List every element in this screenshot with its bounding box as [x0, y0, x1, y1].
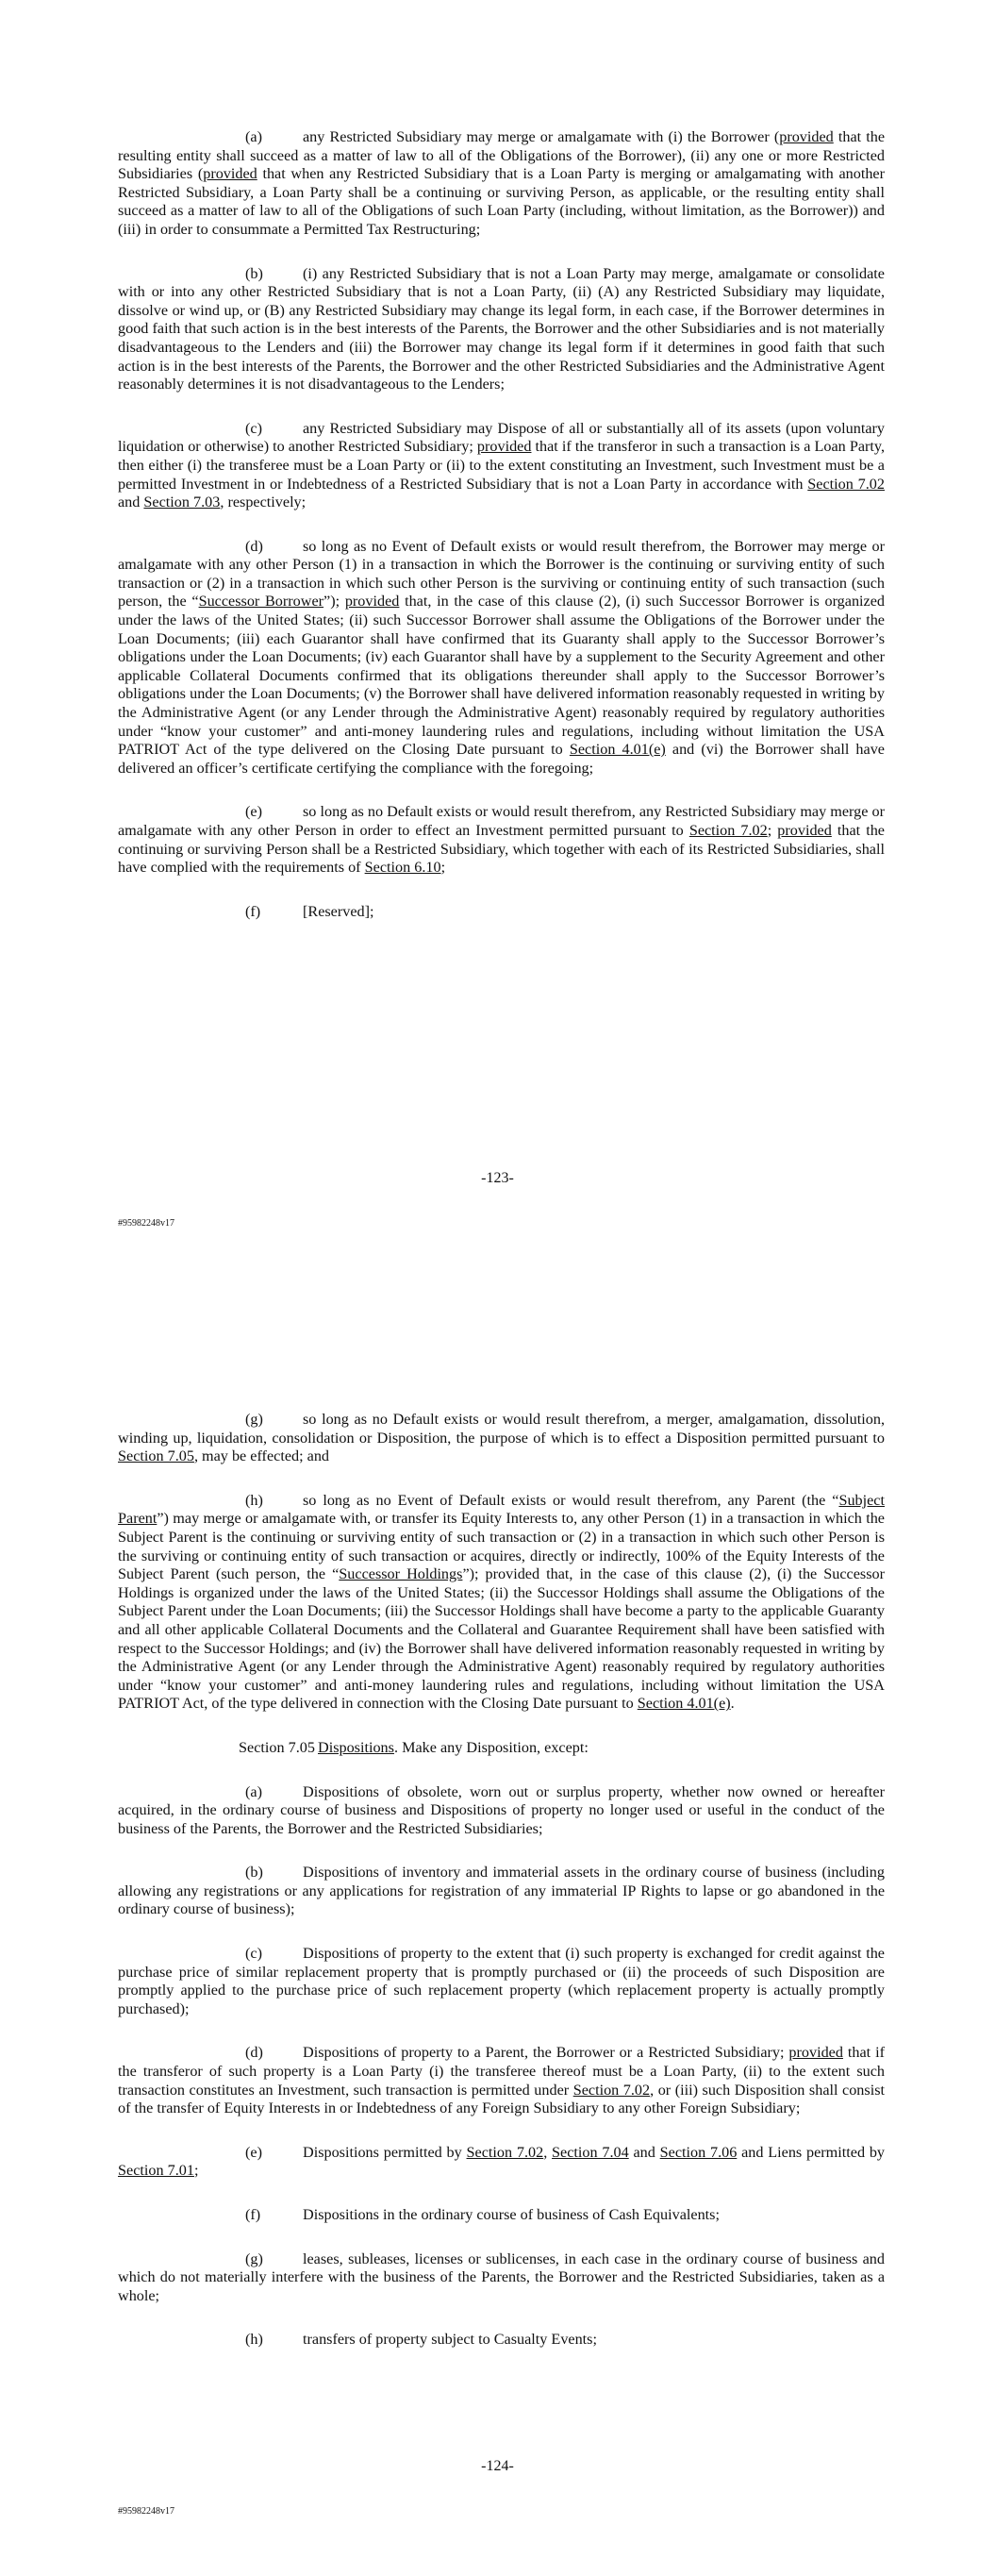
- clause-text: that, in the case of this clause (2), (i) such Successor Borrower is organized under the laws of the United States; (ii) such Successor Borrower shall assume the Obligations of the Borrower under the Loan Documents; (iii) each Guarantor shall have confirmed that its Guaranty shall apply to the Successor Borrower’s obligations under the Loan Documents; (iv) each Guarantor shall have by a supplement to the Security Agreement and other applicable Collateral Documents confirmed that its obligations thereunder shall apply to the Successor Borrower’s obligations under the Loan Documents; (v) the Borrower shall have delivered information reasonably requested in writing by the Administrative Agent (or any Lender through the Administrative Agent) reasonably required by regulatory authorities under “know your customer” and anti-money laundering rules and regulations, including without limitation the USA PATRIOT Act of the type delivered on the Closing Date pursuant to: [118, 593, 885, 759]
- defined-term-reference: Section 7.06: [659, 2143, 738, 2161]
- clause-f: [118, 2206, 885, 2225]
- clause-label: (h): [245, 1491, 263, 1509]
- clause-label: (c): [245, 1945, 262, 1963]
- clause-f: [118, 903, 885, 922]
- clause-text: and Liens permitted by: [737, 2143, 886, 2161]
- clause-text: ”); provided that, in the case of this clause (2), (i) the Successor Holdings is organized under the laws of the United States; (ii) the Successor Holdings shall assume the Obligations of the Subject Parent under the Loan Documents; (iii) the Successor Holdings shall have become a party to the applicable Guaranty and all other applicable Collateral Documents and the Collateral and Guarantee Requirement shall have been satisfied with respect to the Successor Holdings; and (iv) the Borrower shall have delivered information reasonably requested in writing by the Administrative Agent (or any Lender through the Administrative Agent) reasonably required by regulatory authorities under “know your customer” and anti-money laundering rules and regulations, including without limitation the USA PATRIOT Act, of the type delivered in connection with the Closing Date pursuant to: [118, 1565, 886, 1713]
- clause-b: [118, 1864, 885, 1919]
- defined-term-reference: Subject Parent: [118, 1491, 885, 1528]
- clause-text: and: [118, 493, 144, 511]
- clause-label: (e): [245, 803, 262, 821]
- defined-term-reference: Section 7.02: [807, 475, 885, 493]
- defined-term-reference: Successor Holdings: [339, 1565, 463, 1583]
- clause-e: [118, 803, 885, 877]
- section-tail: . Make any Disposition, except:: [393, 1738, 589, 1756]
- defined-term-reference: Section 7.04: [552, 2143, 629, 2161]
- clause-b: [118, 265, 885, 394]
- clause-text: [Reserved];: [303, 902, 374, 920]
- defined-term-reference: provided: [779, 128, 834, 145]
- clause-text: Dispositions of obsolete, worn out or surplus property, whether now owned or hereafter acquired, in the ordinary course of business and Dispositions of property no longer used or useful in the conduct of the business of the Parents, the Borrower and the Restricted Subsidiaries;: [118, 1782, 885, 1837]
- defined-term-reference: Section 7.01: [118, 2162, 194, 2180]
- defined-term-reference: Section 4.01(e): [569, 741, 666, 759]
- clause-text: , or (iii) such Disposition shall consist of the transfer of Equity Interests in or Indebtedness of any Foreign Subsidiary to any other Foreign Subsidiary;: [118, 2081, 885, 2117]
- clause-text: so long as no Event of Default exists or would result therefrom, any Parent (the “: [303, 1491, 839, 1509]
- clause-c: [118, 420, 885, 512]
- defined-term-reference: provided: [777, 822, 832, 839]
- defined-term-reference: Section 4.01(e): [637, 1695, 731, 1713]
- clause-text: any Restricted Subsidiary may merge or amalgamate with (i) the Borrower (: [303, 128, 780, 145]
- clause-label: (a): [245, 128, 262, 145]
- clause-text: ;: [440, 859, 446, 877]
- clause-label: (e): [245, 2143, 262, 2161]
- clause-text: transfers of property subject to Casualty Events;: [303, 2331, 597, 2349]
- clause-label: (b): [245, 264, 263, 282]
- clause-text: and: [628, 2143, 660, 2161]
- clause-text: .: [730, 1695, 735, 1713]
- clause-text: Dispositions of property to the extent that (i) such property is exchanged for credit against the purchase price of similar replacement property that is promptly purchased or (ii) the proceeds of such Disposition are promptly applied to the purchase price of such replacement property (which replacement property is actually promptly purchased);: [118, 1945, 885, 2017]
- clause-d: [118, 538, 885, 778]
- document-id: #95982248v17: [118, 2506, 174, 2517]
- clause-label: (g): [245, 1411, 263, 1428]
- page-124-body: [118, 1411, 885, 2375]
- clause-text: Dispositions of inventory and immaterial assets in the ordinary course of business (including allowing any registrations or any applications for registration of any immaterial IP Rights to lapse or go abandoned in the ordinary course of business);: [118, 1864, 885, 1918]
- clause-text: , respectively;: [220, 493, 307, 511]
- clause-text: ”);: [323, 593, 345, 611]
- clause-text: ;: [193, 2162, 199, 2180]
- clause-label: (c): [245, 419, 262, 437]
- clause-h: [118, 1492, 885, 1714]
- defined-term-reference: Section 7.02: [688, 822, 768, 839]
- clause-text: leases, subleases, licenses or sublicenses, in each case in the ordinary course of business and which do not materially interfere with the business of the Parents, the Borrower and the Restricted Subsidiaries, taken as a whole;: [118, 2250, 885, 2304]
- clause-text: ;: [767, 822, 778, 839]
- clause-text: any Restricted Subsidiary may Dispose of all or substantially all of its assets (upon voluntary liquidation or otherwise) to another Restricted Subsidiary;: [118, 419, 885, 456]
- clause-e: [118, 2144, 885, 2181]
- clause-label: (b): [245, 1864, 263, 1882]
- clause-h: [118, 2331, 885, 2350]
- clause-a: [118, 128, 885, 240]
- defined-term-reference: provided: [344, 593, 400, 611]
- document-id: #95982248v17: [118, 1218, 174, 1229]
- defined-term-reference: Section 7.02: [466, 2143, 544, 2161]
- page-number: -124-: [481, 2458, 514, 2474]
- defined-term-reference: Section 7.05: [118, 1447, 194, 1465]
- page-124: [0, 1288, 995, 2576]
- defined-term-reference: Successor Borrower: [198, 593, 324, 611]
- clause-d: [118, 2044, 885, 2117]
- clause-text: that when any Restricted Subsidiary that is a Loan Party is merging or amalgamating with another Restricted Subsidiary, a Loan Party shall be a continuing or surviving Person, as applicable, or the resulting entity shall succeed as a matter of law to all of the Obligations of such Loan Party (including, without limitation, as the Borrower)) and (iii) in order to consummate a Permitted Tax Restructuring;: [118, 165, 885, 238]
- clause-text: Dispositions of property to a Parent, the Borrower or a Restricted Subsidiary;: [303, 2044, 789, 2062]
- clause-text: that if the transferor of such property is a Loan Party (i) the transferee thereof must be a Loan Party, (ii) to the extent such transaction constitutes an Investment, such transaction is permitted under: [118, 2044, 885, 2099]
- clause-text: ,: [543, 2143, 553, 2161]
- clause-text: that if the transferor in such a transaction is a Loan Party, then either (i) the transferee must be a Loan Party or (ii) to the extent constituting an Investment, such Investment must be a permitted Investment in or Indebtedness of a Restricted Subsidiary that is not a Loan Party in accordance with: [118, 438, 885, 493]
- section-number: Section 7.05: [239, 1738, 315, 1756]
- defined-term-reference: provided: [203, 165, 257, 183]
- clause-label: (h): [245, 2331, 263, 2349]
- defined-term-reference: Section 7.02: [572, 2081, 651, 2099]
- clause-text: that the continuing or surviving Person shall be a Restricted Subsidiary, which together with each of its Restricted Subsidiaries, shall have complied with the requirements of: [118, 822, 885, 877]
- clause-text: ”) may merge or amalgamate with, or transfer its Equity Interests to, any other Person (1) in a transaction in which the Subject Parent is the continuing or surviving entity of such transaction or (2) in a transaction in which such other Person is the surviving or continuing entity of such transaction or acquires, directly or indirectly, 100% of the Equity Interests of the Subject Parent (such person, the “: [118, 1510, 885, 1583]
- clause-text: Dispositions permitted by: [303, 2143, 467, 2161]
- section-title: Dispositions: [318, 1738, 394, 1756]
- clause-text: Dispositions in the ordinary course of business of Cash Equivalents;: [303, 2206, 720, 2223]
- clause-label: (d): [245, 537, 263, 555]
- section-heading: [118, 1739, 885, 1758]
- clause-label: (a): [245, 1782, 262, 1800]
- clause-text: and (vi) the Borrower shall have delivered an officer’s certificate certifying the compliance with the foregoing;: [118, 741, 885, 777]
- defined-term-reference: Section 7.03: [143, 493, 221, 511]
- clause-label: (f): [245, 902, 261, 920]
- clause-label: (d): [245, 2044, 263, 2062]
- clause-text: , may be effected; and: [193, 1447, 330, 1465]
- defined-term-reference: provided: [788, 2044, 843, 2062]
- clause-text: so long as no Event of Default exists or would result therefrom, the Borrower may merge or amalgamate with any other Person (1) in a transaction in which the Borrower is the continuing or surviving entity of such transaction or (2) in a transaction in which such other Person is the surviving or continuing entity of such transaction (such person, the “: [118, 537, 885, 611]
- clause-text: (i) any Restricted Subsidiary that is not a Loan Party may merge, amalgamate or consolidate with or into any other Restricted Subsidiary that is not a Loan Party, (ii) (A) any Restricted Subsidiary may liquidate, dissolve or wind up, or (B) any Restricted Subsidiary may change its legal form, in each case, if the Borrower determines in good faith that such action is in the best interests of the Parents, the Borrower and the other Subsidiaries and is not materially disadvantageous to the Lenders and (iii) the Borrower may change its legal form if it determines in good faith that such action is in the best interests of the Parents, the Borrower and the other Restricted Subsidiaries and the Administrative Agent reasonably determines it is not disadvantageous to the Lenders;: [118, 264, 885, 393]
- clause-c: [118, 1945, 885, 2018]
- defined-term-reference: Section 6.10: [364, 859, 441, 877]
- page-123-body: [118, 128, 885, 946]
- clause-g: [118, 1411, 885, 1466]
- clause-text: that the resulting entity shall succeed as a matter of law to all of the Obligations of the Borrower), (ii) any one or more Restricted Subsidiaries (: [118, 128, 885, 183]
- clause-text: so long as no Default exists or would result therefrom, any Restricted Subsidiary may merge or amalgamate with any other Person in order to effect an Investment permitted pursuant to: [118, 803, 885, 839]
- clause-label: (g): [245, 2250, 263, 2267]
- defined-term-reference: provided: [476, 438, 532, 456]
- clause-text: so long as no Default exists or would result therefrom, a merger, amalgamation, dissolution, winding up, liquidation, consolidation or Disposition, the purpose of which is to effect a Disposition permitted pursuant to: [118, 1411, 885, 1447]
- page-number: -123-: [481, 1170, 514, 1186]
- clause-label: (f): [245, 2206, 261, 2223]
- clause-a: [118, 1783, 885, 1839]
- clause-g: [118, 2250, 885, 2306]
